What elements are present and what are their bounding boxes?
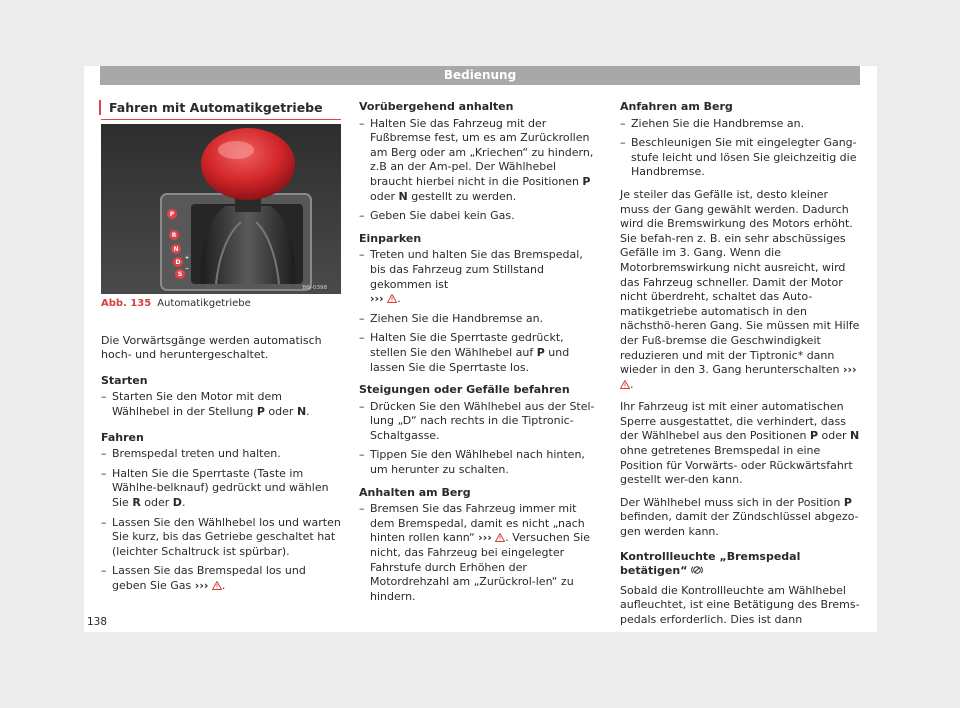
svg-text:+: + — [184, 255, 190, 261]
heading-steigungen: Steigungen oder Gefälle befahren — [359, 383, 570, 397]
page-header: Bedienung — [100, 66, 860, 85]
list-einparken — [359, 248, 599, 375]
cross-reference-arrow[interactable]: ››› — [842, 363, 857, 377]
figure-caption-text: Automatikgetriebe — [157, 298, 251, 309]
heading-anhalten-am-berg: Anhalten am Berg — [359, 485, 471, 499]
svg-text:N: N — [173, 246, 179, 253]
heading-fahren: Fahren — [101, 430, 144, 444]
list-anhalten — [359, 117, 599, 224]
list-item: – Halten Sie das Fahrzeug mit der Fußbremse fest, um es am Zurückrollen am Berg oder am „Kriechen“ zu hindern, z.B an der Am-pel. Der Wählhebel braucht hierbei nicht in die Positionen P oder N gestellt zu werden. — [359, 117, 599, 205]
list-item: – Ziehen Sie die Handbremse an. — [359, 312, 599, 327]
list-item: – Drücken Sie den Wählhebel aus der Stel-lung „D“ nach rechts in die Tiptronic-Schaltgasse. — [359, 400, 599, 444]
warning-icon — [495, 533, 505, 542]
list-fahren — [101, 447, 341, 593]
heading-voruebergehend-anhalten: Vorübergehend anhalten — [359, 100, 514, 113]
warning-icon — [387, 294, 397, 303]
list-starten — [101, 390, 341, 419]
page-number: 138 — [87, 616, 108, 628]
gear-selector-illustration — [101, 124, 341, 294]
list-item: – Beschleunigen Sie mit eingelegter Gang-stufe leicht und lösen Sie gleichzeitig die Handbremse. — [620, 136, 860, 180]
heading-anfahren-am-berg: Anfahren am Berg — [620, 100, 733, 113]
svg-text:−: − — [184, 266, 190, 272]
heading-kontrollleuchte: Kontrollleuchte „Bremspedal betätigen“ — [620, 549, 801, 578]
list-anhalten-am-berg — [359, 502, 599, 604]
section-title: Fahren mit Automatikgetriebe — [99, 100, 341, 115]
figure-gear-selector — [101, 124, 341, 294]
svg-text:S: S — [177, 271, 183, 278]
figure-label: Abb. 135 — [101, 298, 152, 309]
list-item: – Lassen Sie das Bremspedal los und geben Sie Gas ››› . — [101, 564, 341, 593]
list-item: – Halten Sie die Sperrtaste (Taste im Wählhe-belknauf) gedrückt und wählen Sie R oder D. — [101, 467, 341, 511]
list-steigungen — [359, 400, 599, 478]
list-item: – Starten Sie den Motor mit dem Wählhebel in der Stellung P oder N. — [101, 390, 341, 419]
svg-text:D: D — [175, 259, 181, 266]
list-item: – Halten Sie die Sperrtaste gedrückt, stellen Sie den Wählhebel auf P und lassen Sie die Sperrtaste los. — [359, 331, 599, 375]
cross-reference-arrow[interactable]: ››› — [194, 578, 209, 592]
cross-reference-arrow[interactable]: ››› — [370, 292, 384, 306]
paragraph-gefaelle: Je steiler das Gefälle ist, desto kleiner muss der Gang gewählt werden. Dadurch wird die Bremswirkung des Motors erhöht. Sie befah-ren z. B. ein sehr abschüssiges Gefälle im 3. Gang. Wenn die Motorbremswirkung nicht ausreicht, wird das Fahrzeug schneller. Damit der Motor nicht überdreht, schaltet das Auto-matikgetriebe automatisch in den nächsthö-heren Gang. Sie müssen mit Hilfe der Fuß-bremse die Geschwindigkeit reduzieren und mit der Tiptronic* dann wieder in den 3. Gang herunterschalten ››› . — [620, 187, 860, 391]
list-item: – Ziehen Sie die Handbremse an. — [620, 117, 860, 132]
list-item: – Bremspedal treten und halten. — [101, 447, 341, 462]
list-item: – Lassen Sie den Wählhebel los und warten Sie kurz, bis das Getriebe geschaltet hat (leichter Schaltruck ist spürbar). — [101, 516, 341, 560]
column-3 — [620, 100, 860, 628]
svg-text:P: P — [169, 211, 175, 218]
paragraph-sperre: Ihr Fahrzeug ist mit einer automatischen Sperre ausgestattet, die verhindert, dass der Wählhebel aus den Positionen P oder N ohne getretenes Bremspedal in eine Position für Vorwärts- oder Rückwärtsfahrt gestellt wer-den kann. — [620, 400, 860, 487]
warning-icon — [212, 581, 222, 590]
paragraph-kontrollleuchte: Sobald die Kontrollleuchte am Wählhebel aufleuchtet, ist eine Betätigung des Brems-pedals erforderlich. Dies ist dann — [620, 583, 860, 626]
intro-paragraph: Die Vorwärtsgänge werden automatisch hoch- und heruntergeschaltet. — [101, 333, 322, 362]
figure-code: B6J-0398 — [302, 285, 327, 291]
warning-icon — [620, 380, 630, 389]
list-item: – Bremsen Sie das Fahrzeug immer mit dem Bremspedal, damit es nicht „nach hinten rollen kann“ ››› . Versuchen Sie nicht, das Fahrzeug bei eingelegter Fahrstufe durch Erhöhen der Motordrehzahl am „Zurückrol-len“ zu hindern. — [359, 502, 599, 604]
list-item: – Treten und halten Sie das Bremspedal, bis das Fahrzeug zum Stillstand gekommen ist ››› . — [359, 248, 599, 306]
paragraph-zuendschluessel: Der Wählhebel muss sich in der Position P befinden, damit der Zündschlüssel abgezo-gen werden kann. — [620, 495, 859, 539]
svg-text:R: R — [171, 232, 177, 239]
list-anfahren — [620, 117, 860, 180]
brake-pedal-warning-icon — [691, 565, 703, 575]
cross-reference-arrow[interactable]: ››› — [478, 531, 492, 545]
figure-caption — [101, 297, 341, 312]
column-1 — [101, 100, 341, 599]
title-rule — [101, 119, 341, 120]
heading-starten: Starten — [101, 373, 148, 387]
column-2 — [359, 100, 599, 609]
list-item: – Tippen Sie den Wählhebel nach hinten, um herunter zu schalten. — [359, 448, 599, 477]
list-item: – Geben Sie dabei kein Gas. — [359, 209, 599, 224]
heading-einparken: Einparken — [359, 231, 422, 245]
